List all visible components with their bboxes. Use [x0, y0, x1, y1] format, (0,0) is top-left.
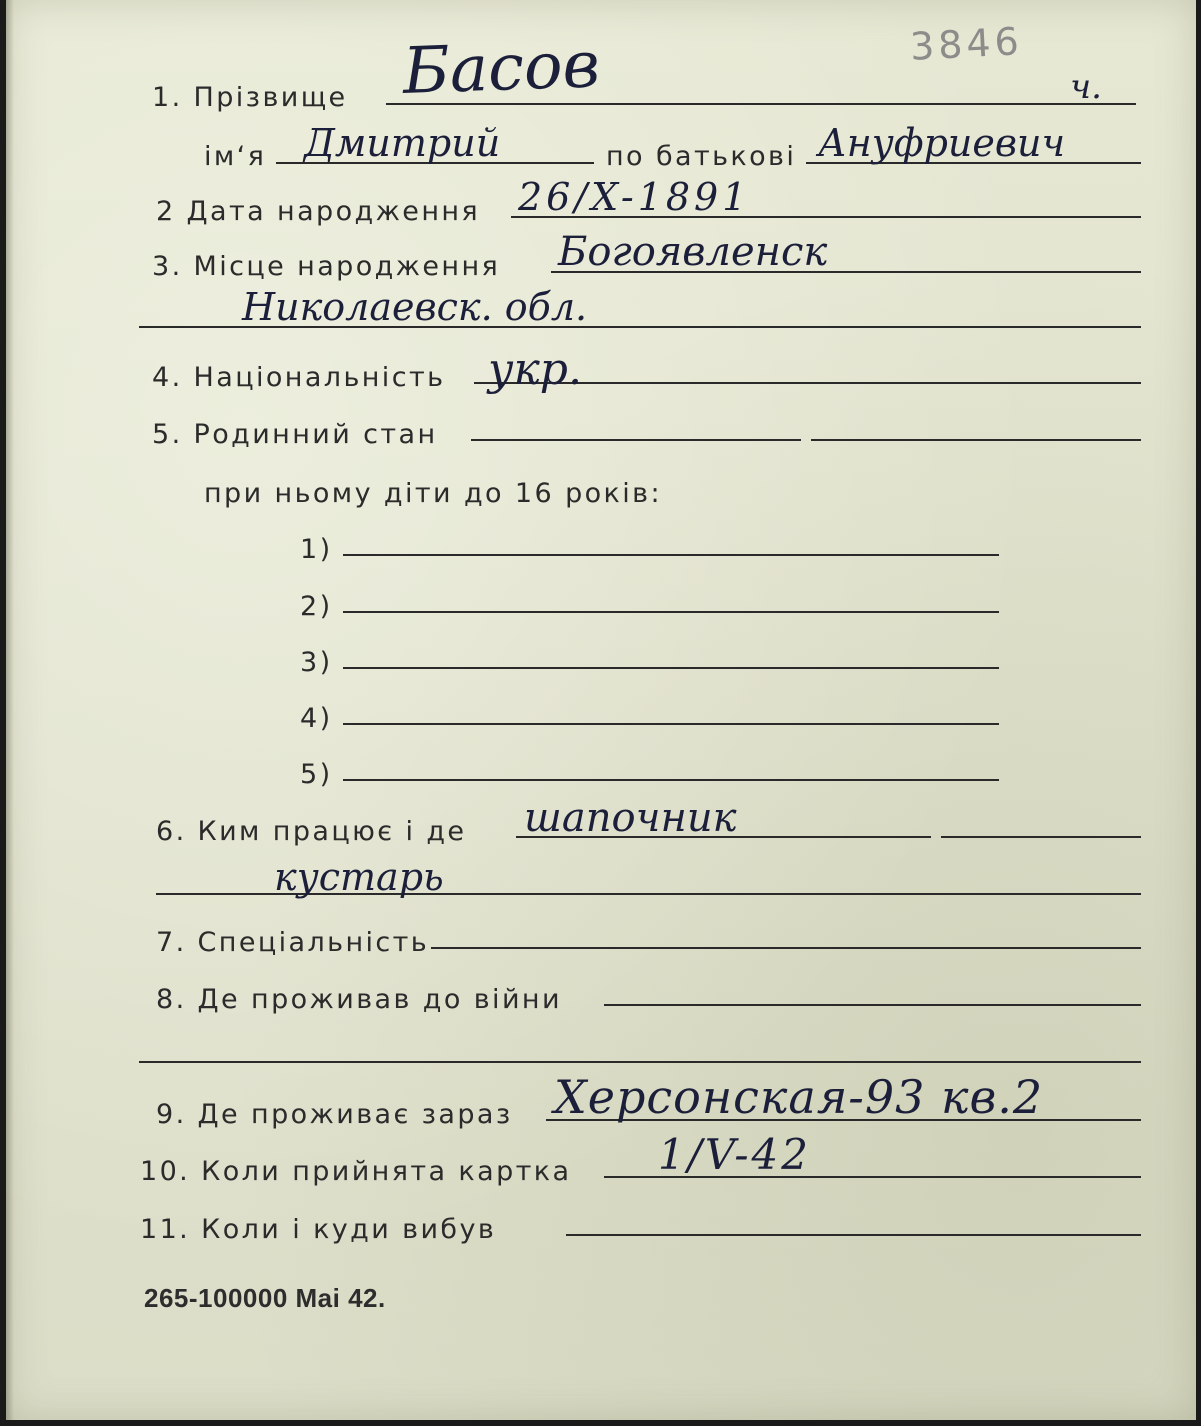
occupation-label: 6. Ким працює і де: [156, 816, 467, 847]
children-label: при ньому діти до 16 років:: [204, 478, 662, 509]
surname-value: Басов: [401, 28, 601, 109]
child-3-line: [343, 667, 999, 669]
child-4-line: [343, 723, 999, 725]
departure-line: [566, 1234, 1141, 1236]
current-residence-value: Херсонская-93 кв.2: [554, 1070, 1044, 1124]
registration-card: [6, 0, 1196, 1420]
card-accepted-label: 10. Коли прийнята картка: [140, 1156, 572, 1187]
specialty-label: 7. Спеціальність: [156, 927, 430, 958]
occupation-value-line2: кустарь: [274, 855, 444, 899]
card-accepted-value: 1/V-42: [658, 1130, 811, 1179]
card-edge-shadow: [6, 0, 14, 1420]
surname-label: 1. Прізвище: [152, 82, 348, 113]
given-name-label: ім‘я: [204, 141, 267, 172]
departure-label: 11. Коли і куди вибув: [140, 1214, 497, 1245]
child-2-label: 2): [300, 591, 333, 622]
specialty-line: [431, 947, 1141, 949]
child-5-line: [343, 779, 999, 781]
child-1-line: [343, 554, 999, 556]
prewar-residence-line: [604, 1004, 1141, 1006]
child-1-label: 1): [300, 534, 333, 565]
prewar-residence-line-2: [139, 1061, 1141, 1063]
birth-date-value: 26/X-1891: [518, 175, 751, 219]
child-3-label: 3): [300, 647, 333, 678]
nationality-value: укр.: [488, 344, 582, 395]
birth-place-label: 3. Місце народження: [152, 251, 501, 282]
birth-place-value-line1: Богоявленск: [558, 229, 828, 275]
child-2-line: [343, 611, 999, 613]
current-residence-label: 9. Де проживає зараз: [156, 1099, 513, 1130]
given-name-value: Дмитрий: [304, 121, 501, 165]
marital-status-line-a: [471, 439, 801, 441]
print-code: 265-100000 Mai 42.: [144, 1283, 386, 1313]
occupation-value-line1: шапочник: [524, 795, 737, 841]
patronymic-label: по батькові: [606, 141, 797, 172]
archive-number: 3846: [908, 19, 1024, 69]
marital-status-line-b: [811, 439, 1141, 441]
nationality-label: 4. Національність: [152, 362, 446, 393]
birth-date-label: 2 Дата народження: [156, 196, 481, 227]
marital-status-label: 5. Родинний стан: [152, 419, 438, 450]
occupation-line-b: [941, 836, 1141, 838]
child-4-label: 4): [300, 703, 333, 734]
child-5-label: 5): [300, 759, 333, 790]
birth-place-value-line2: Николаевск. обл.: [242, 285, 588, 329]
prewar-residence-label: 8. Де проживав до війни: [156, 984, 562, 1015]
patronymic-value: Ануфриевич: [818, 121, 1066, 165]
surname-suffix: ч.: [1070, 67, 1102, 107]
